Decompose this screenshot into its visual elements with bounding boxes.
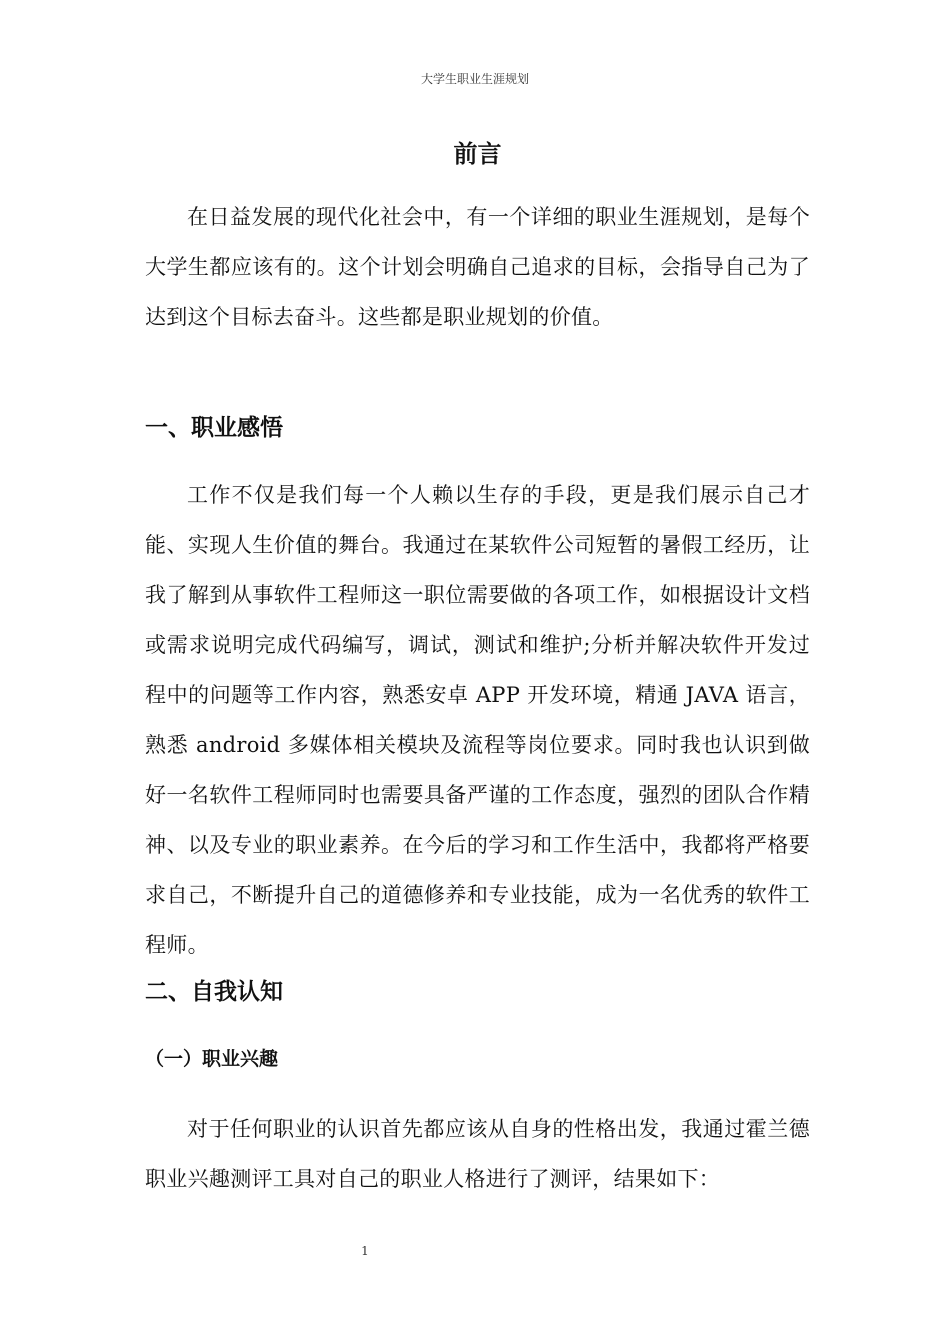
- section-heading-career-insight: 一、职业感悟: [145, 415, 283, 441]
- page-number: 1: [361, 1244, 369, 1258]
- career-insight-paragraph: 工作不仅是我们每一个人赖以生存的手段，更是我们展示自己才能、实现人生价值的舞台。我通过在某软件公司短暂的暑假工经历，让我了解到从事软件工程师这一职位需要做的各项工作，如根据设计文档或需求说明完成代码编写，调试，测试和维护;分析并解决软件开发过程中的问题等工作内容，熟悉安卓 APP 开发环境，精通 JAVA 语言，熟悉 android 多媒体相关模块及流程等岗位要求。同时我也认识到做好一名软件工程师同时也需要具备严谨的工作态度，强烈的团队合作精神、以及专业的职业素养。在今后的学习和工作生活中，我都将严格要求自己，不断提升自己的道德修养和专业技能，成为一名优秀的软件工程师。: [145, 483, 810, 957]
- running-header: 大学生职业生涯规划: [420, 72, 529, 86]
- subsection-heading-career-interest: （一）职业兴趣: [145, 1048, 279, 1070]
- section-heading-self-awareness: 二、自我认知: [145, 979, 283, 1005]
- preface-paragraph: 在日益发展的现代化社会中，有一个详细的职业生涯规划，是每个大学生都应该有的。这个计划会明确自己追求的目标，会指导自己为了达到这个目标去奋斗。这些都是职业规划的价值。: [145, 205, 810, 329]
- preface-title: 前言: [453, 140, 502, 168]
- page-content: [145, 130, 810, 1204]
- career-interest-paragraph: 对于任何职业的认识首先都应该从自身的性格出发，我通过霍兰德职业兴趣测评工具对自己的职业人格进行了测评，结果如下：: [145, 1117, 810, 1191]
